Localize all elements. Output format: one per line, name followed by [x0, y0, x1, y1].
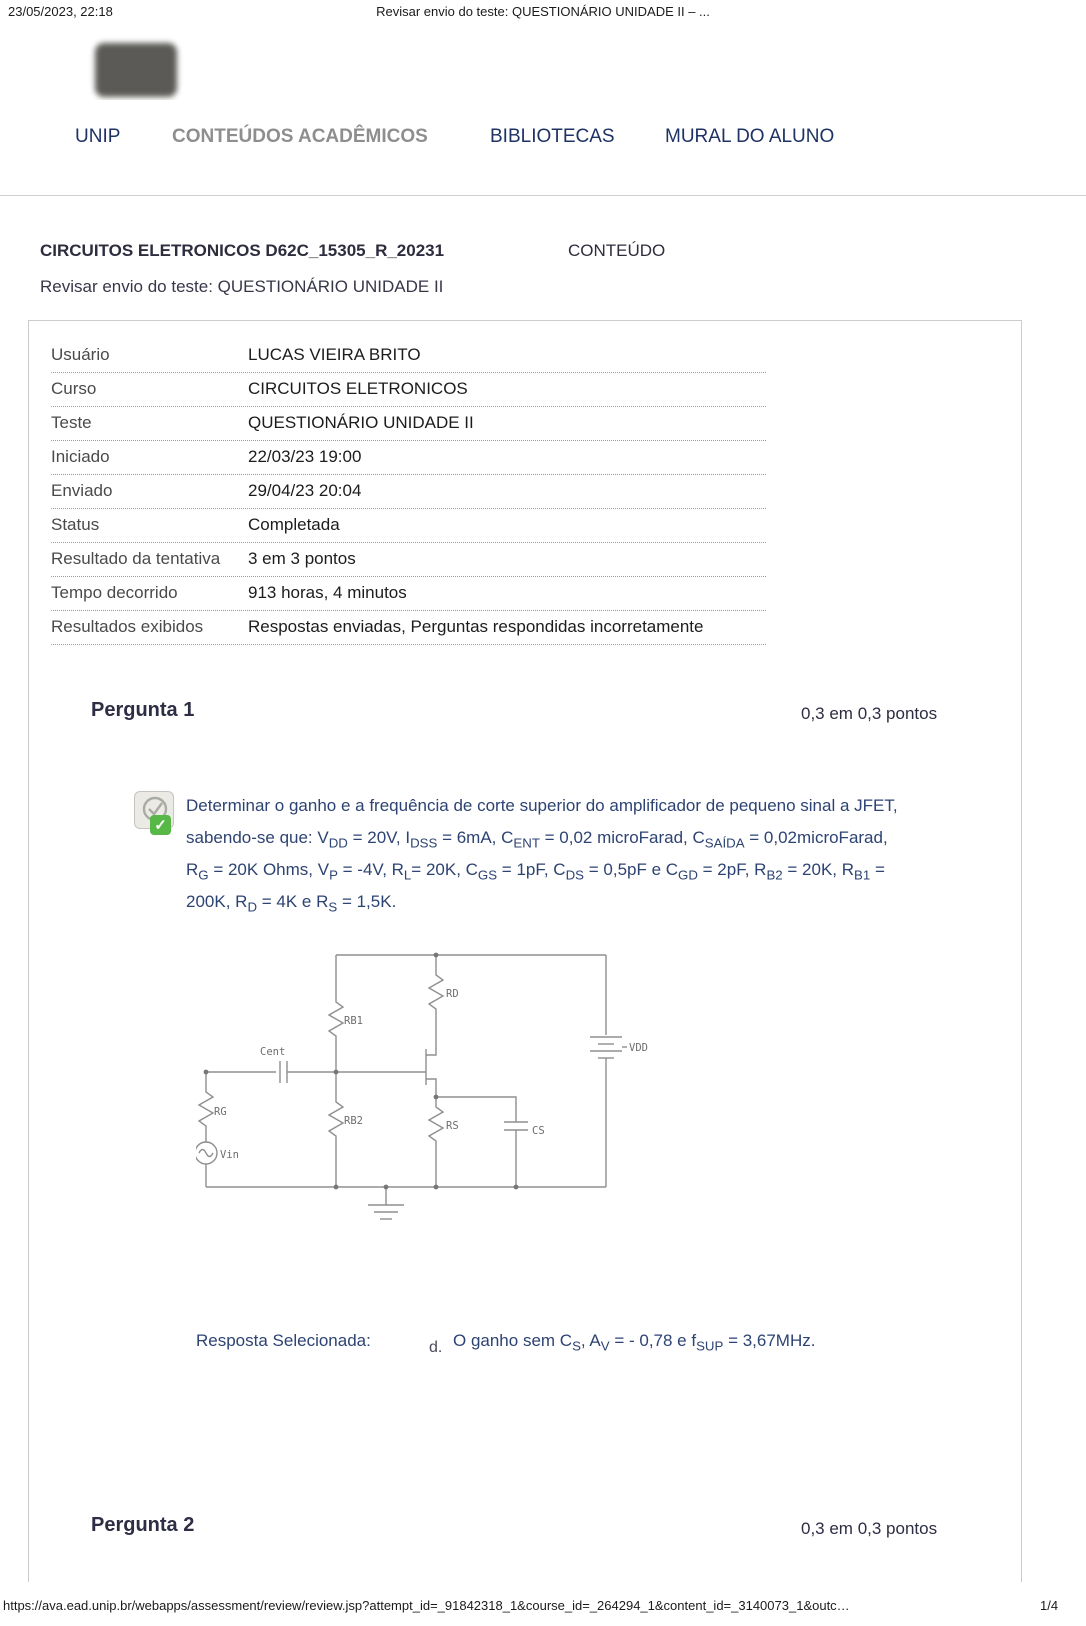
- nav-item-unip[interactable]: UNIP: [75, 126, 121, 147]
- summary-row: [51, 543, 766, 577]
- selected-answer-text: O ganho sem $C_S$, $A_V$ = - 0,78 e $f_{SUP} = 3,67MHz$.: [453, 1331, 816, 1354]
- selected-answer-letter: d.: [429, 1339, 443, 1356]
- nav-item-mural-do-aluno[interactable]: MURAL DO ALUNO: [665, 126, 835, 147]
- summary-row: [51, 611, 766, 645]
- summary-value: CIRCUITOS ELETRONICOS: [248, 379, 468, 398]
- label-rg: RG: [214, 1106, 227, 1118]
- summary-row: [51, 339, 766, 373]
- green-check-icon: ✓: [150, 815, 171, 835]
- print-footer: [0, 1598, 1086, 1618]
- summary-value: 3 em 3 pontos: [248, 549, 356, 568]
- summary-label: Curso: [51, 379, 97, 398]
- question-1-title: Pergunta 1: [91, 699, 195, 721]
- label-vdd: VDD: [629, 1042, 648, 1054]
- label-rb1: RB1: [344, 1015, 363, 1027]
- summary-label: Tempo decorrido: [51, 583, 178, 602]
- question-1-text: Determinar o ganho e a frequência de corte superior do amplificador de pequeno sinal a JFET, sabendo-se que: $V_{DD} = 20V$, $I_{DSS} = 6mA$, $C_{ENT} = 0,02$ microFarad, $C_{SAÍDA}$ = 0,02microFarad, $R_G = 20K$ Ohms, $V_P = -4V$, $R_L= 20K$, $C_{GS} = 1pF$, $C_{DS} = 0,5pF$ e $C_{GD} = 2pF$, $R_{B2} = 20K$, $R_{B1} = 200K$, $R_D = 4K$ e $R_S = 1,5K$.: [186, 796, 898, 915]
- selected-answer-row: [196, 1329, 956, 1369]
- summary-label: Enviado: [51, 481, 113, 500]
- nav-item-conteudos-academicos[interactable]: CONTEÚDOS ACADÊMICOS: [172, 126, 428, 147]
- page-title: Revisar envio do teste: QUESTIONÁRIO UNIDADE II: [40, 277, 444, 296]
- summary-value: LUCAS VIEIRA BRITO: [248, 345, 421, 364]
- summary-row: [51, 475, 766, 509]
- label-rs: RS: [446, 1120, 459, 1132]
- summary-value: Completada: [248, 515, 340, 534]
- nav-item-bibliotecas[interactable]: BIBLIOTECAS: [490, 126, 615, 147]
- question-2-points: 0,3 em 0,3 pontos: [801, 1519, 938, 1538]
- summary-label: Iniciado: [51, 447, 110, 466]
- summary-label: Resultado da tentativa: [51, 549, 221, 568]
- label-cent: Cent: [260, 1046, 286, 1058]
- label-rd: RD: [446, 988, 459, 1000]
- correct-answer-icon: [132, 791, 178, 837]
- label-vin: Vin: [220, 1149, 239, 1161]
- breadcrumb-conteudo[interactable]: CONTEÚDO: [568, 241, 666, 260]
- selected-answer-label: Resposta Selecionada:: [196, 1331, 371, 1350]
- label-cs: CS: [532, 1125, 545, 1137]
- top-navigation: [0, 100, 1086, 196]
- summary-label: Usuário: [51, 345, 110, 364]
- summary-label: Status: [51, 515, 100, 534]
- summary-row: [51, 373, 766, 407]
- summary-row: [51, 441, 766, 475]
- course-title: CIRCUITOS ELETRONICOS D62C_15305_R_20231: [40, 241, 445, 260]
- footer-page-number: 1/4: [1040, 1598, 1059, 1613]
- summary-value: 913 horas, 4 minutos: [248, 583, 407, 602]
- summary-label: Teste: [51, 413, 92, 432]
- circuit-diagram: [196, 947, 656, 1257]
- print-datetime: 23/05/2023, 22:18: [8, 4, 113, 19]
- summary-row: [51, 509, 766, 543]
- question-2-title: Pergunta 2: [91, 1514, 195, 1536]
- unip-logo: [95, 43, 177, 97]
- summary-value: QUESTIONÁRIO UNIDADE II: [248, 413, 474, 432]
- footer-url: https://ava.ead.unip.br/webapps/assessment/review/review.jsp?attempt_id=_91842318_1&course_id=_264294_1&content_id=_3140073_1&outc…: [3, 1598, 850, 1613]
- summary-table: [51, 339, 766, 645]
- summary-value: 29/04/23 20:04: [248, 481, 362, 500]
- summary-label: Resultados exibidos: [51, 617, 204, 636]
- summary-row: [51, 577, 766, 611]
- print-header: [0, 4, 1086, 24]
- question-1-points: 0,3 em 0,3 pontos: [801, 704, 938, 723]
- content-panel: [28, 320, 1022, 1582]
- label-rb2: RB2: [344, 1115, 363, 1127]
- summary-value: Respostas enviadas, Perguntas respondidas incorretamente: [248, 617, 704, 636]
- summary-value: 22/03/23 19:00: [248, 447, 362, 466]
- summary-row: [51, 407, 766, 441]
- print-title: Revisar envio do teste: QUESTIONÁRIO UNIDADE II – ...: [376, 4, 710, 19]
